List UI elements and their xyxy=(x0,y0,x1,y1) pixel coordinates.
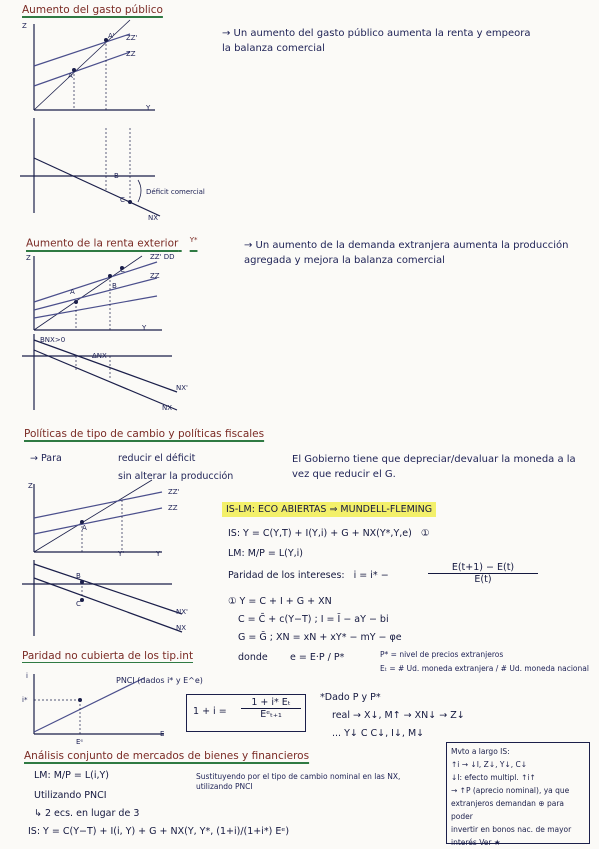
point-c2-label: C xyxy=(120,266,125,274)
paridad-label: Paridad de los intereses: xyxy=(228,570,345,581)
renta-note: → Un aumento de la demanda extranjera aumenta la producción agregada y mejora la balanza comercial xyxy=(244,240,569,266)
is-equation xyxy=(228,528,429,539)
mvto-box xyxy=(446,742,590,847)
point-a1-label: A' xyxy=(108,32,115,40)
axis-y3-label: Y xyxy=(156,550,161,558)
graph-politicas-bottom xyxy=(22,560,192,640)
graph-gasto-bottom xyxy=(20,118,160,218)
curve-dd-label: ZZ' DD xyxy=(150,253,175,261)
mvto-line3: → ↑P (aprecio nominal), ya que xyxy=(451,786,570,795)
politicas-line2: sin alterar la producción xyxy=(118,471,234,482)
pstar-definition: P* = nivel de precios extranjeros xyxy=(380,650,504,659)
paridad-num: E(t+1) − E(t) xyxy=(428,562,538,574)
curve-zz2-label: ZZ xyxy=(150,272,160,280)
paridad-den: E(t) xyxy=(474,574,492,585)
point-c-label: C xyxy=(120,196,125,204)
tick-istar-label: i* xyxy=(22,696,28,704)
axis-e-label: E xyxy=(160,730,165,738)
pnci-eq-fraction xyxy=(241,697,301,720)
pnci-eq-num: 1 + i* Eₜ xyxy=(241,697,301,709)
graph-politicas-top xyxy=(22,482,172,562)
mvto-line2: ↓I: efecto multipl. ↑i↑ xyxy=(451,773,536,782)
bnx-label: BNX>0 xyxy=(40,336,66,344)
section-title-gasto: Aumento del gasto público xyxy=(22,4,163,16)
curve-zz3a-label: ZZ' xyxy=(168,488,180,496)
pnci-curve-label: PNCI (dados i* y E^e) xyxy=(116,676,203,685)
sustituyendo-note: Sustituyendo por el tipo de cambio nominal en las NX, utilizando PNCI xyxy=(196,772,401,791)
curve-nx3a-label: NX' xyxy=(176,608,188,616)
politicas-line1: reducir el déficit xyxy=(118,453,196,464)
graph-gasto-top xyxy=(20,22,160,112)
axis-z2-label: Z xyxy=(26,254,31,262)
point-b-label: B xyxy=(114,172,119,180)
lm-equation: LM: M/P = L(Y,i) xyxy=(228,548,304,559)
section-title-paridad: Paridad no cubierta de los tip.int xyxy=(22,650,194,662)
real-effect: real → X↓, M↑ → XN↓ → Z↓ xyxy=(332,710,465,721)
pnci-eq-lhs: 1 + i = xyxy=(193,706,227,717)
point-c3-label: C xyxy=(76,600,81,608)
is-equation-num: ① xyxy=(420,528,430,539)
point-a2-label: A xyxy=(70,288,75,296)
curve-nx-label: NX xyxy=(148,214,159,222)
section-title-renta-sup: Y* xyxy=(189,236,198,244)
gasto-note: → Un aumento del gasto público aumenta la renta y empeora la balanza comercial xyxy=(222,28,531,54)
deficit-label: Déficit comercial xyxy=(146,188,205,196)
paridad-row xyxy=(228,570,389,581)
axis-y2-label: Y xyxy=(142,324,147,332)
axis-z-label: Z xyxy=(22,22,27,30)
graph-renta-bottom xyxy=(22,334,192,414)
paridad-fraction xyxy=(428,562,538,585)
point-a-label: A xyxy=(68,72,73,80)
section-title-politicas: Políticas de tipo de cambio y políticas fiscales xyxy=(24,428,265,440)
donde-label: donde xyxy=(238,652,268,663)
et-definition: Eₜ = # Ud. moneda extranjera / # Ud. moneda nacional xyxy=(380,664,589,673)
real-effect2: ... Y↓ C C↓, I↓, M↓ xyxy=(332,728,425,739)
islm-line2: C = C̄ + c(Y−T) ; I = Ī − aY − bi xyxy=(238,614,389,625)
lm-equation-2: LM: M/P = L(i,Y) xyxy=(34,770,110,781)
two-ecs-label: ↳ 2 ecs. en lugar de 3 xyxy=(34,808,140,819)
section-title-renta-text: Aumento de la renta exterior xyxy=(26,237,179,250)
mvto-line4: extranjeros demandan ⊕ para poder xyxy=(451,799,565,821)
paridad-eq: i = i* − xyxy=(353,570,389,581)
is-equation-text: IS: Y = C(Y,T) + I(Y,i) + G + NX(Y*,Y,e) xyxy=(228,528,412,539)
curve-zz-label: ZZ xyxy=(126,50,136,58)
mvto-line6: interés Ver ★ xyxy=(451,838,501,847)
para-label: → Para xyxy=(30,453,62,464)
politicas-note: El Gobierno tiene que depreciar/devaluar la moneda a la vez que reducir el G. xyxy=(292,454,576,480)
curve-nx1-label: NX' xyxy=(176,384,188,392)
islm-line3: G = Ḡ ; XN = xN + xY* − mY − φe xyxy=(238,632,402,643)
axis-y-label: Y xyxy=(146,104,151,112)
mvto-line5: invertir en bonos nac. de mayor xyxy=(451,825,572,834)
islm-header-text: IS-LM: ECO ABIERTAS ⇒ MUNDELL-FLEMING xyxy=(222,502,436,517)
utilizando-label: Utilizando PNCI xyxy=(34,790,107,801)
section-title-analisis: Análisis conjunto de mercados de bienes y financieros xyxy=(24,750,310,762)
curve-zz1-label: ZZ' xyxy=(126,34,138,42)
curve-nx2-label: NX xyxy=(162,404,173,412)
point-b2-label: B xyxy=(112,282,117,290)
islm-header xyxy=(222,504,436,515)
curve-zz3-label: ZZ xyxy=(168,504,178,512)
islm-line1: ① Y = C + I + G + XN xyxy=(228,596,332,607)
dado-note: *Dado P y P* xyxy=(320,692,381,703)
curve-nx3-label: NX xyxy=(176,624,187,632)
axis-y3b-label: Y' xyxy=(118,550,125,558)
axis-i-label: i xyxy=(26,672,28,680)
graph-renta-top xyxy=(22,254,172,334)
point-b3-label: B xyxy=(76,572,81,580)
dnx-label: ΔNX xyxy=(92,352,107,360)
axis-z3-label: Z xyxy=(28,482,33,490)
section-title-renta xyxy=(26,236,197,250)
tick-ee-label: Eᵉ xyxy=(76,738,84,746)
mvto-title: Mvto a largo IS: xyxy=(451,747,510,756)
pnci-equation-box xyxy=(186,694,306,732)
is-final-equation: IS: Y = C(Y−T) + I(i, Y) + G + NX(Y, Y*, (1+i)/(1+i*) Eᵉ) xyxy=(28,826,290,837)
point-a3-label: A xyxy=(82,524,87,532)
e-definition: e = E·P / P* xyxy=(290,652,345,663)
mvto-line1: ↑i → ↓I, Z↓, Y↓, C↓ xyxy=(451,760,528,769)
pnci-eq-den: Eᵉₜ₊₁ xyxy=(260,709,282,720)
